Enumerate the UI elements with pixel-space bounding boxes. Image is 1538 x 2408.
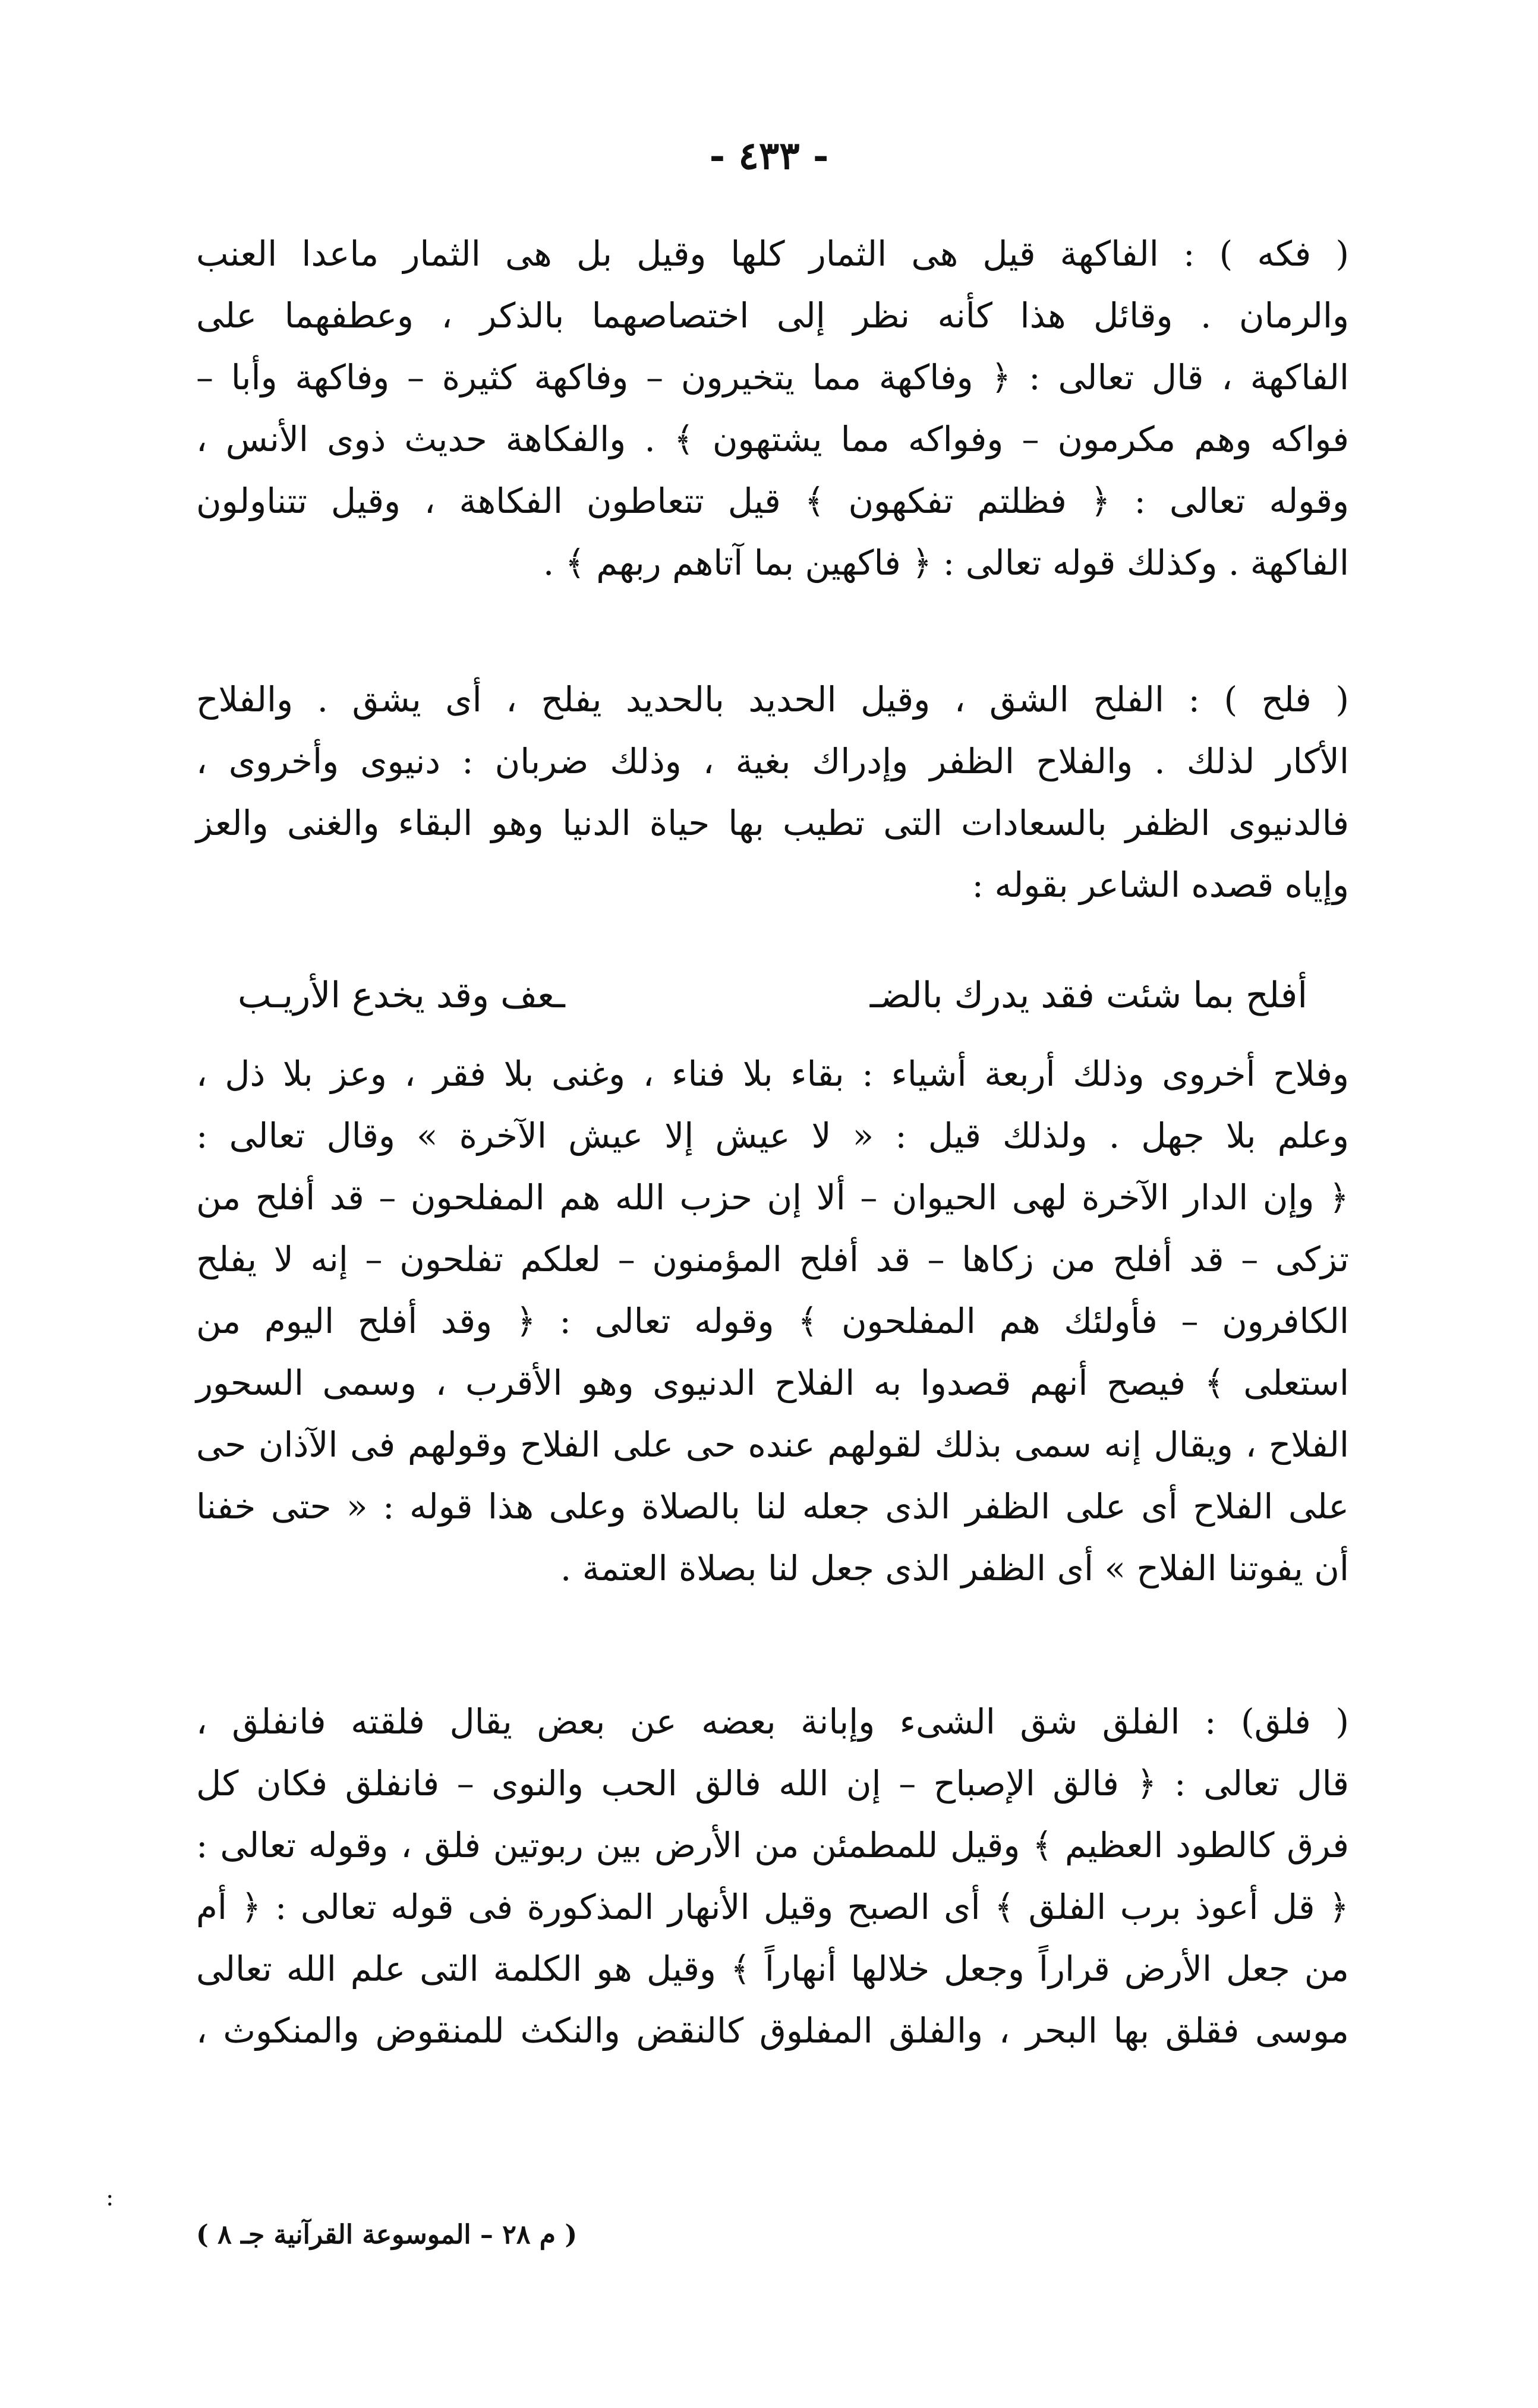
text-line: ( فكه ) : الفاكهة قيل هى الثمار كلها وقيل بل هى الثمار ماعدا العنب	[196, 234, 1349, 274]
margin-mark: :	[106, 2184, 114, 2211]
text-line: وإياه قصده الشاعر بقوله :	[972, 865, 1349, 905]
entry-falah-continued-paragraph	[196, 1043, 1349, 1599]
text-line: الفاكهة . وكذلك قوله تعالى : ﴿ فاكهين بما آتاهم ربهم ﴾ .	[543, 543, 1349, 583]
entry-falaq-paragraph	[196, 1691, 1349, 2062]
text-line: ﴿ وإن الدار الآخرة لهى الحيوان – ألا إن حزب الله هم المفلحون – قد أفلح من	[196, 1177, 1349, 1218]
text-line: ( فلق) : الفلق شق الشىء وإبانة بعضه عن بعض يقال فلقته فانفلق ،	[196, 1701, 1349, 1742]
text-line: قال تعالى : ﴿ فالق الإصباح – إن الله فالق الحب والنوى – فانفلق فكان كل	[196, 1763, 1349, 1804]
text-line: وعلم بلا جهل . ولذلك قيل : « لا عيش إلا عيش الآخرة » وقال تعالى :	[196, 1115, 1349, 1156]
text-line: ( فلح ) : الفلح الشق ، وقيل الحديد بالحديد يفلح ، أى يشق . والفلاح	[196, 679, 1349, 720]
text-line: من جعل الأرض قراراً وجعل خلالها أنهاراً ﴾ وقيل هو الكلمة التى علم الله تعالى	[196, 1949, 1349, 1989]
text-line: وقوله تعالى : ﴿ فظلتم تفكهون ﴾ قيل تتعاطون الفكاهة ، وقيل تتناولون	[196, 481, 1349, 521]
entry-fakah	[196, 223, 1349, 594]
text-line: استعلى ﴾ فيصح أنهم قصدوا به الفلاح الدنيوى وهو الأقرب ، وسمى السحور	[196, 1363, 1349, 1403]
text-line: موسى فقلق بها البحر ، والفلق المفلوق كالنقض والنكث للمنقوض والمنكوث ،	[196, 2010, 1349, 2051]
poem-first-hemistich: أفلح بما شئت فقد يدرك بالضـ	[869, 975, 1307, 1016]
text-line: الفاكهة ، قال تعالى : ﴿ وفاكهة مما يتخيرون – وفاكهة كثيرة – وفاكهة وأبا –	[196, 357, 1349, 398]
signature-footer: ( م ٢٨ – الموسوعة القرآنية جـ ٨ )	[196, 2220, 578, 2250]
text-line: فرق كالطود العظيم ﴾ وقيل للمطمئن من الأرض بين ربوتين فلق ، وقوله تعالى :	[196, 1825, 1349, 1865]
poem-second-hemistich: ـعف وقد يخدع الأريـب	[238, 975, 565, 1016]
entry-falah-continued	[196, 1043, 1349, 1599]
text-line: أن يفوتنا الفلاح » أى الظفر الذى جعل لنا بصلاة العتمة .	[560, 1548, 1349, 1588]
text-line: تزكى – قد أفلح من زكاها – قد أفلح المؤمنون – لعلكم تفلحون – إنه لا يفلح	[196, 1239, 1349, 1279]
text-line: الكافرون – فأولئك هم المفلحون ﴾ وقوله تعالى : ﴿ وقد أفلح اليوم من	[196, 1301, 1349, 1341]
entry-falah	[196, 669, 1349, 916]
entry-falaq	[196, 1691, 1349, 2062]
text-line: والرمان . وقائل هذا كأنه نظر إلى اختصاصهما بالذكر ، وعطفهما على	[196, 295, 1349, 336]
text-line: ﴿ قل أعوذ برب الفلق ﴾ أى الصبح وقيل الأنهار المذكورة فى قوله تعالى : ﴿ أم	[196, 1887, 1349, 1927]
poem-verse	[238, 975, 1307, 1040]
entry-fakah-paragraph	[196, 223, 1349, 594]
page-number: - ٤٣٣ -	[709, 134, 829, 178]
text-line: وفلاح أخروى وذلك أربعة أشياء : بقاء بلا فناء ، وغنى بلا فقر ، وعز بلا ذل ،	[196, 1054, 1349, 1094]
text-line: الأكار لذلك . والفلاح الظفر وإدراك بغية ، وذلك ضربان : دنيوى وأخروى ،	[196, 741, 1349, 781]
text-line: على الفلاح أى على الظفر الذى جعله لنا بالصلاة وعلى هذا قوله : « حتى خفنا	[196, 1486, 1349, 1527]
entry-falah-paragraph	[196, 669, 1349, 916]
text-line: الفلاح ، ويقال إنه سمى بذلك لقولهم عنده حى على الفلاح وقولهم فى الآذان حى	[196, 1424, 1349, 1465]
text-line: فواكه وهم مكرمون – وفواكه مما يشتهون ﴾ . والفكاهة حديث ذوى الأنس ،	[196, 419, 1349, 459]
text-line: فالدنيوى الظفر بالسعادات التى تطيب بها حياة الدنيا وهو البقاء والغنى والعز	[196, 803, 1349, 843]
